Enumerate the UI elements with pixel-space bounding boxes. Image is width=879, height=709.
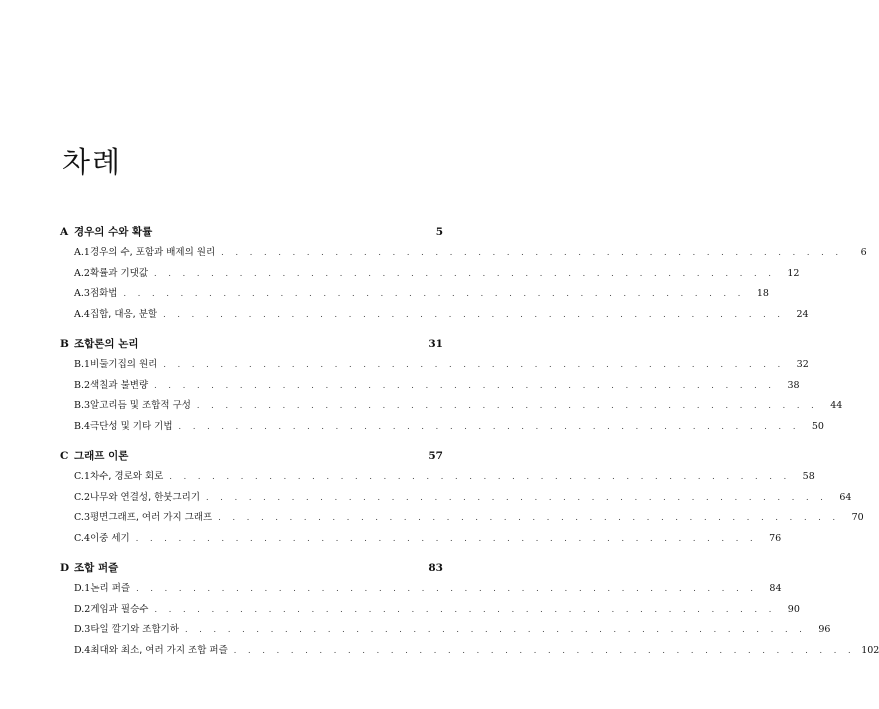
table-of-contents [60, 224, 879, 672]
dot-leader: . . . . . . . . . . . . . . . . . . . . . . . . . . . . . . . . . . . . . . . . . . . . [163, 360, 785, 369]
section-title: 최대와 최소, 여러 가지 조합 퍼즐 [90, 644, 228, 656]
toc-section-entry[interactable] [60, 265, 800, 286]
section-number: B.2 [74, 379, 91, 391]
chapter-sections [60, 356, 843, 438]
chapter-heading[interactable] [60, 336, 443, 356]
toc-section-entry[interactable] [60, 530, 782, 551]
chapter-sections [60, 580, 879, 662]
dot-leader: . . . . . . . . . . . . . . . . . . . . . . . . . . . . . . . . . . . . . . . . . . . . [154, 604, 776, 614]
toc-section-entry[interactable] [60, 601, 800, 622]
chapter-page-number: 57 [428, 450, 443, 462]
section-title: 나무와 연결성, 한붓그리기 [90, 491, 201, 503]
toc-section-entry[interactable] [60, 356, 809, 377]
toc-section-entry[interactable] [60, 306, 809, 327]
toc-chapter-c [60, 448, 864, 560]
dot-leader: . . . . . . . . . . . . . . . . . . . . . . . . . . . . . . . . . . . . . . . . . . . . [184, 625, 807, 634]
section-number: A.1 [74, 247, 90, 258]
toc-section-entry[interactable] [60, 621, 831, 642]
section-number: B.3 [74, 400, 91, 411]
section-number: D.1 [74, 583, 91, 594]
dot-leader: . . . . . . . . . . . . . . . . . . . . . . . . . . . . . . . . . . . . . . . . . . . . [196, 401, 819, 410]
section-number: C.3 [74, 512, 90, 523]
chapter-page-number: 31 [428, 338, 443, 350]
section-number: B.4 [74, 420, 91, 432]
dot-leader: . . . . . . . . . . . . . . . . . . . . . . . . . . . . . . . . . . . . . . . . . . . . [154, 380, 776, 390]
dot-leader: . . . . . . . . . . . . . . . . . . . . . . . . . . . . . . . . . . . . . . . . . . . . [169, 472, 791, 481]
section-number: C.1 [74, 471, 90, 482]
chapter-title: 경우의 수와 확률 [74, 226, 153, 238]
section-page-number: 32 [796, 359, 809, 370]
toc-section-entry[interactable] [60, 397, 843, 418]
section-title: 극단성 및 기타 기법 [90, 420, 173, 432]
section-title: 점화법 [89, 288, 118, 299]
toc-chapter-d [60, 560, 879, 672]
section-title: 알고리듬 및 조합적 구성 [90, 400, 191, 411]
dot-leader: . . . . . . . . . . . . . . . . . . . . . . . . . . . . . . . . . . . . . . . . . . . . [136, 584, 758, 593]
chapter-page-number: 83 [428, 562, 443, 574]
section-page-number: 64 [839, 491, 852, 503]
section-page-number: 38 [787, 379, 800, 391]
section-title: 논리 퍼즐 [90, 583, 131, 594]
section-title: 확률과 기댓값 [89, 267, 149, 279]
chapter-heading[interactable] [60, 448, 443, 468]
dot-leader: . . . . . . . . . . . . . . . . . . . . . . . . . . . . . . . . . . . . . . . . . . . . [233, 645, 856, 655]
section-page-number: 84 [769, 583, 782, 594]
chapter-title: 그래프 이론 [74, 450, 129, 462]
chapter-spacer [60, 326, 443, 336]
section-number: D.3 [74, 624, 91, 635]
chapter-spacer [60, 550, 443, 560]
chapter-sections [60, 468, 864, 550]
dot-leader: . . . . . . . . . . . . . . . . . . . . . . . . . . . . . . . . . . . . . . . . . . . . [206, 492, 828, 502]
section-title: 차수, 경로와 회로 [90, 471, 164, 482]
toc-list [60, 224, 879, 672]
section-page-number: 18 [756, 288, 769, 299]
section-page-number: 102 [861, 644, 879, 656]
chapter-letter: B [60, 338, 69, 350]
toc-section-entry[interactable] [60, 509, 864, 530]
toc-section-entry[interactable] [60, 468, 815, 489]
section-title: 이중 세기 [90, 532, 130, 544]
section-number: C.2 [74, 491, 90, 503]
chapter-spacer [60, 662, 443, 672]
section-number: C.4 [74, 532, 90, 544]
section-number: D.4 [74, 644, 91, 656]
chapter-letter: A [60, 226, 69, 238]
section-page-number: 24 [796, 308, 809, 320]
toc-section-entry[interactable] [60, 580, 782, 601]
page-title: 차례 [62, 145, 123, 179]
toc-section-entry[interactable] [60, 244, 867, 265]
section-page-number: 70 [851, 512, 864, 523]
section-number: A.2 [74, 267, 90, 279]
section-title: 타일 깔기와 조합기하 [90, 624, 179, 635]
section-number: D.2 [74, 603, 91, 615]
toc-section-entry[interactable] [60, 377, 800, 398]
toc-section-entry[interactable] [60, 418, 824, 439]
dot-leader: . . . . . . . . . . . . . . . . . . . . . . . . . . . . . . . . . . . . . . . . . . . . [218, 513, 840, 522]
toc-section-entry[interactable] [60, 489, 852, 510]
chapter-title: 조합론의 논리 [74, 338, 139, 350]
section-page-number: 12 [787, 267, 800, 279]
chapter-page-number: 5 [435, 226, 443, 238]
section-title: 게임과 필승수 [90, 603, 149, 615]
section-page-number: 44 [830, 400, 843, 411]
section-title: 비둘기집의 원리 [90, 359, 158, 370]
section-title: 색칠과 불변량 [90, 379, 149, 391]
toc-section-entry[interactable] [60, 285, 769, 306]
chapter-heading[interactable] [60, 224, 443, 244]
section-page-number: 90 [787, 603, 800, 615]
section-title: 평면그래프, 여러 가지 그래프 [90, 512, 213, 523]
chapter-heading[interactable] [60, 560, 443, 580]
section-page-number: 76 [769, 532, 782, 544]
chapter-title: 조합 퍼즐 [74, 562, 119, 574]
chapter-letter: D [60, 562, 70, 574]
chapter-sections [60, 244, 867, 326]
toc-chapter-a [60, 224, 867, 336]
toc-chapter-b [60, 336, 843, 448]
section-title: 경우의 수, 포함과 배제의 원리 [89, 247, 216, 258]
toc-section-entry[interactable] [60, 642, 879, 663]
chapter-letter: C [60, 450, 69, 462]
dot-leader: . . . . . . . . . . . . . . . . . . . . . . . . . . . . . . . . . . . . . . . . . . . . [154, 268, 776, 278]
section-number: B.1 [74, 359, 91, 370]
dot-leader: . . . . . . . . . . . . . . . . . . . . . . . . . . . . . . . . . . . . . . . . . . . . [123, 289, 745, 298]
chapter-spacer [60, 438, 443, 448]
section-title: 집합, 대응, 분할 [89, 308, 158, 320]
section-number: A.3 [74, 288, 90, 299]
section-page-number: 6 [860, 247, 867, 258]
dot-leader: . . . . . . . . . . . . . . . . . . . . . . . . . . . . . . . . . . . . . . . . . . . . [163, 309, 785, 319]
section-page-number: 58 [802, 471, 815, 482]
dot-leader: . . . . . . . . . . . . . . . . . . . . . . . . . . . . . . . . . . . . . . . . . . . . [221, 248, 843, 257]
section-page-number: 96 [818, 624, 831, 635]
section-page-number: 50 [811, 420, 824, 432]
dot-leader: . . . . . . . . . . . . . . . . . . . . . . . . . . . . . . . . . . . . . . . . . . . . [135, 533, 758, 543]
dot-leader: . . . . . . . . . . . . . . . . . . . . . . . . . . . . . . . . . . . . . . . . . . . . [178, 421, 800, 431]
section-number: A.4 [74, 308, 90, 320]
